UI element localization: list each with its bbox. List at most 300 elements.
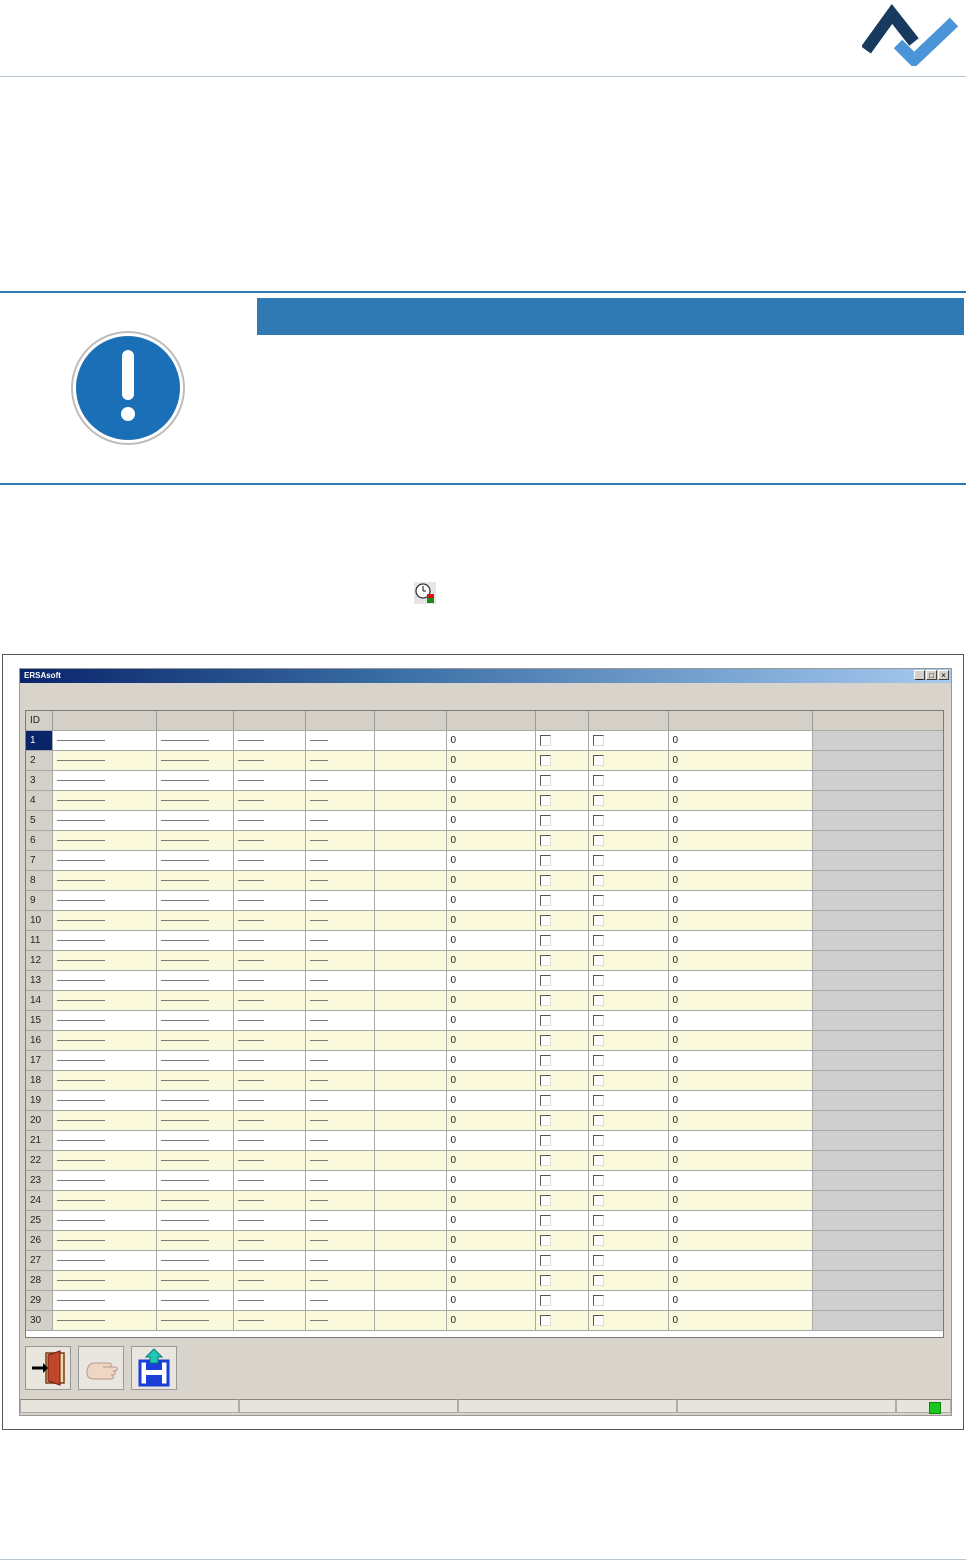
checkbox[interactable]	[593, 1255, 604, 1266]
grid-cell-checkbox[interactable]	[588, 851, 668, 871]
row-id[interactable]: 11	[26, 931, 52, 951]
grid-cell-number[interactable]: 0	[668, 731, 812, 751]
checkbox[interactable]	[540, 1095, 551, 1106]
grid-cell[interactable]	[374, 1151, 446, 1171]
exit-button[interactable]	[25, 1346, 71, 1390]
grid-cell[interactable]	[156, 1231, 233, 1251]
grid-cell-checkbox[interactable]	[588, 751, 668, 771]
checkbox[interactable]	[540, 835, 551, 846]
column-header[interactable]	[668, 711, 812, 731]
minimize-button[interactable]: _	[914, 670, 925, 680]
grid-cell[interactable]	[156, 1091, 233, 1111]
table-row[interactable]	[26, 991, 943, 1011]
grid-cell-number[interactable]: 0	[446, 871, 535, 891]
checkbox[interactable]	[593, 1135, 604, 1146]
grid-cell[interactable]	[305, 791, 374, 811]
grid-cell[interactable]	[374, 1231, 446, 1251]
grid-cell[interactable]	[52, 751, 156, 771]
grid-cell[interactable]	[52, 1291, 156, 1311]
grid-cell[interactable]	[156, 991, 233, 1011]
grid-cell-number[interactable]: 0	[446, 1271, 535, 1291]
column-header[interactable]	[588, 711, 668, 731]
grid-cell-checkbox[interactable]	[535, 971, 588, 991]
grid-cell-number[interactable]: 0	[446, 1111, 535, 1131]
grid-cell-checkbox[interactable]	[588, 1291, 668, 1311]
grid-cell-number[interactable]: 0	[446, 791, 535, 811]
grid-cell[interactable]	[52, 1131, 156, 1151]
table-row[interactable]	[26, 1111, 943, 1131]
grid-cell-checkbox[interactable]	[588, 1171, 668, 1191]
grid-cell-checkbox[interactable]	[535, 1311, 588, 1331]
row-id[interactable]: 26	[26, 1231, 52, 1251]
grid-cell[interactable]	[233, 1011, 305, 1031]
grid-cell-number[interactable]: 0	[668, 1311, 812, 1331]
row-id[interactable]: 9	[26, 891, 52, 911]
grid-cell[interactable]	[52, 1171, 156, 1191]
grid-cell-number[interactable]: 0	[446, 911, 535, 931]
grid-cell[interactable]	[233, 771, 305, 791]
checkbox[interactable]	[540, 1175, 551, 1186]
row-id[interactable]: 18	[26, 1071, 52, 1091]
grid-cell[interactable]	[374, 1251, 446, 1271]
checkbox[interactable]	[540, 735, 551, 746]
table-row[interactable]	[26, 971, 943, 991]
table-row[interactable]	[26, 771, 943, 791]
grid-cell[interactable]	[233, 811, 305, 831]
grid-cell[interactable]	[374, 1171, 446, 1191]
grid-cell-checkbox[interactable]	[588, 931, 668, 951]
grid-cell-number[interactable]: 0	[668, 911, 812, 931]
grid-cell-number[interactable]: 0	[668, 811, 812, 831]
grid-cell[interactable]	[305, 731, 374, 751]
table-row[interactable]	[26, 731, 943, 751]
grid-cell[interactable]	[52, 911, 156, 931]
grid-cell-number[interactable]: 0	[446, 751, 535, 771]
grid-cell-checkbox[interactable]	[588, 1271, 668, 1291]
grid-cell[interactable]	[305, 1271, 374, 1291]
grid-cell-number[interactable]: 0	[446, 991, 535, 1011]
checkbox[interactable]	[593, 895, 604, 906]
save-button[interactable]	[131, 1346, 177, 1390]
grid-cell[interactable]	[374, 991, 446, 1011]
column-header[interactable]	[374, 711, 446, 731]
checkbox[interactable]	[540, 1235, 551, 1246]
checkbox[interactable]	[540, 935, 551, 946]
grid-cell-checkbox[interactable]	[588, 1131, 668, 1151]
grid-cell-number[interactable]: 0	[446, 1311, 535, 1331]
grid-cell[interactable]	[233, 1151, 305, 1171]
grid-cell[interactable]	[305, 1031, 374, 1051]
grid-cell[interactable]	[52, 791, 156, 811]
grid-cell-checkbox[interactable]	[588, 791, 668, 811]
checkbox[interactable]	[593, 1175, 604, 1186]
grid-cell[interactable]	[233, 791, 305, 811]
table-row[interactable]	[26, 1031, 943, 1051]
grid-cell-number[interactable]: 0	[668, 1071, 812, 1091]
checkbox[interactable]	[593, 1215, 604, 1226]
column-header-id[interactable]: ID	[26, 711, 52, 731]
grid-cell-number[interactable]: 0	[668, 771, 812, 791]
grid-cell-checkbox[interactable]	[535, 1171, 588, 1191]
row-id[interactable]: 27	[26, 1251, 52, 1271]
grid-cell-checkbox[interactable]	[535, 1011, 588, 1031]
grid-cell-number[interactable]: 0	[446, 811, 535, 831]
grid-cell-checkbox[interactable]	[535, 1151, 588, 1171]
row-id[interactable]: 16	[26, 1031, 52, 1051]
grid-cell[interactable]	[156, 1311, 233, 1331]
row-id[interactable]: 4	[26, 791, 52, 811]
grid-cell-number[interactable]: 0	[446, 1091, 535, 1111]
grid-cell-checkbox[interactable]	[535, 1131, 588, 1151]
grid-cell-checkbox[interactable]	[535, 991, 588, 1011]
grid-cell[interactable]	[156, 751, 233, 771]
grid-cell[interactable]	[156, 1151, 233, 1171]
table-row[interactable]	[26, 1251, 943, 1271]
grid-cell-number[interactable]: 0	[668, 1291, 812, 1311]
grid-cell[interactable]	[374, 951, 446, 971]
checkbox[interactable]	[540, 1295, 551, 1306]
grid-cell[interactable]	[305, 1131, 374, 1151]
grid-cell-number[interactable]: 0	[668, 1131, 812, 1151]
checkbox[interactable]	[540, 795, 551, 806]
row-id[interactable]: 17	[26, 1051, 52, 1071]
grid-cell[interactable]	[233, 951, 305, 971]
row-id[interactable]: 5	[26, 811, 52, 831]
grid-cell-checkbox[interactable]	[535, 791, 588, 811]
grid-cell[interactable]	[374, 1271, 446, 1291]
checkbox[interactable]	[593, 1055, 604, 1066]
grid-cell[interactable]	[156, 1131, 233, 1151]
grid-cell-number[interactable]: 0	[668, 1051, 812, 1071]
table-row[interactable]	[26, 1011, 943, 1031]
grid-cell[interactable]	[52, 1151, 156, 1171]
grid-cell-number[interactable]: 0	[668, 991, 812, 1011]
checkbox[interactable]	[540, 855, 551, 866]
grid-cell[interactable]	[233, 1131, 305, 1151]
grid-cell-number[interactable]: 0	[668, 1091, 812, 1111]
grid-cell[interactable]	[305, 891, 374, 911]
grid-cell[interactable]	[233, 871, 305, 891]
grid-cell[interactable]	[52, 991, 156, 1011]
checkbox[interactable]	[540, 1275, 551, 1286]
table-row[interactable]	[26, 1211, 943, 1231]
grid-cell-checkbox[interactable]	[535, 1191, 588, 1211]
grid-cell[interactable]	[156, 791, 233, 811]
grid-cell-number[interactable]: 0	[668, 1251, 812, 1271]
grid-cell[interactable]	[374, 1011, 446, 1031]
checkbox[interactable]	[593, 1015, 604, 1026]
grid-cell[interactable]	[374, 1111, 446, 1131]
grid-cell[interactable]	[305, 811, 374, 831]
grid-cell[interactable]	[374, 871, 446, 891]
grid-cell-checkbox[interactable]	[535, 931, 588, 951]
confirm-button[interactable]	[78, 1346, 124, 1390]
column-header[interactable]	[233, 711, 305, 731]
grid-cell[interactable]	[52, 1051, 156, 1071]
grid-cell-number[interactable]: 0	[446, 891, 535, 911]
grid-cell[interactable]	[233, 1111, 305, 1131]
grid-cell-number[interactable]: 0	[668, 1111, 812, 1131]
grid-cell[interactable]	[156, 851, 233, 871]
grid-cell-checkbox[interactable]	[588, 871, 668, 891]
grid-cell[interactable]	[305, 1311, 374, 1331]
grid-cell[interactable]	[305, 1011, 374, 1031]
grid-cell[interactable]	[233, 831, 305, 851]
grid-cell-number[interactable]: 0	[668, 1011, 812, 1031]
checkbox[interactable]	[540, 755, 551, 766]
grid-cell[interactable]	[374, 1051, 446, 1071]
grid-cell[interactable]	[305, 1211, 374, 1231]
grid-cell[interactable]	[52, 891, 156, 911]
table-row[interactable]	[26, 1171, 943, 1191]
grid-cell-checkbox[interactable]	[588, 1111, 668, 1131]
checkbox[interactable]	[540, 1135, 551, 1146]
grid-cell-number[interactable]: 0	[446, 1231, 535, 1251]
grid-cell[interactable]	[305, 1251, 374, 1271]
grid-cell-checkbox[interactable]	[535, 891, 588, 911]
table-row[interactable]	[26, 1131, 943, 1151]
checkbox[interactable]	[593, 875, 604, 886]
checkbox[interactable]	[593, 795, 604, 806]
grid-cell-number[interactable]: 0	[446, 1131, 535, 1151]
grid-cell-number[interactable]: 0	[446, 1031, 535, 1051]
column-header[interactable]	[52, 711, 156, 731]
grid-cell[interactable]	[233, 911, 305, 931]
grid-cell[interactable]	[305, 751, 374, 771]
checkbox[interactable]	[593, 1115, 604, 1126]
grid-cell-checkbox[interactable]	[588, 1071, 668, 1091]
row-id[interactable]: 28	[26, 1271, 52, 1291]
grid-cell[interactable]	[374, 771, 446, 791]
grid-cell-checkbox[interactable]	[588, 971, 668, 991]
grid-cell[interactable]	[233, 1051, 305, 1071]
grid-cell-number[interactable]: 0	[446, 851, 535, 871]
grid-cell[interactable]	[374, 891, 446, 911]
grid-cell-checkbox[interactable]	[535, 1211, 588, 1231]
checkbox[interactable]	[593, 735, 604, 746]
table-row[interactable]	[26, 831, 943, 851]
column-header[interactable]	[446, 711, 535, 731]
grid-cell[interactable]	[156, 891, 233, 911]
grid-cell-checkbox[interactable]	[535, 1231, 588, 1251]
grid-cell[interactable]	[52, 1091, 156, 1111]
grid-cell-number[interactable]: 0	[668, 851, 812, 871]
grid-cell[interactable]	[156, 811, 233, 831]
checkbox[interactable]	[593, 1075, 604, 1086]
grid-cell-checkbox[interactable]	[535, 1111, 588, 1131]
grid-cell-number[interactable]: 0	[668, 1171, 812, 1191]
grid-cell-checkbox[interactable]	[588, 1011, 668, 1031]
table-row[interactable]	[26, 1231, 943, 1251]
grid-cell-number[interactable]: 0	[446, 1011, 535, 1031]
grid-cell-checkbox[interactable]	[588, 1051, 668, 1071]
checkbox[interactable]	[593, 855, 604, 866]
grid-cell-checkbox[interactable]	[588, 731, 668, 751]
checkbox[interactable]	[593, 955, 604, 966]
grid-cell-number[interactable]: 0	[668, 831, 812, 851]
grid-cell-number[interactable]: 0	[446, 771, 535, 791]
grid-cell[interactable]	[156, 871, 233, 891]
grid-cell[interactable]	[305, 1071, 374, 1091]
grid-cell-checkbox[interactable]	[588, 1151, 668, 1171]
table-row[interactable]	[26, 811, 943, 831]
grid-cell-number[interactable]: 0	[446, 1171, 535, 1191]
grid-cell[interactable]	[52, 1311, 156, 1331]
grid-cell-number[interactable]: 0	[446, 951, 535, 971]
row-id[interactable]: 20	[26, 1111, 52, 1131]
table-row[interactable]	[26, 931, 943, 951]
grid-cell[interactable]	[305, 831, 374, 851]
grid-cell[interactable]	[52, 731, 156, 751]
grid-cell[interactable]	[374, 751, 446, 771]
grid-cell-number[interactable]: 0	[446, 1151, 535, 1171]
grid-cell[interactable]	[305, 871, 374, 891]
table-row[interactable]	[26, 1071, 943, 1091]
grid-cell[interactable]	[52, 1111, 156, 1131]
row-id[interactable]: 29	[26, 1291, 52, 1311]
grid-cell-number[interactable]: 0	[668, 1231, 812, 1251]
grid-cell[interactable]	[233, 971, 305, 991]
grid-cell[interactable]	[52, 1231, 156, 1251]
grid-cell[interactable]	[233, 851, 305, 871]
grid-cell[interactable]	[156, 911, 233, 931]
checkbox[interactable]	[593, 755, 604, 766]
grid-cell[interactable]	[233, 1291, 305, 1311]
checkbox[interactable]	[593, 835, 604, 846]
grid-cell[interactable]	[52, 1191, 156, 1211]
grid-cell[interactable]	[233, 1091, 305, 1111]
grid-cell-number[interactable]: 0	[446, 1251, 535, 1271]
grid-cell[interactable]	[156, 831, 233, 851]
grid-cell-number[interactable]: 0	[668, 871, 812, 891]
grid-cell[interactable]	[156, 1251, 233, 1271]
column-header[interactable]	[812, 711, 943, 731]
grid-cell-number[interactable]: 0	[446, 1071, 535, 1091]
row-id[interactable]: 1	[26, 731, 52, 751]
checkbox[interactable]	[593, 975, 604, 986]
grid-cell-checkbox[interactable]	[588, 1031, 668, 1051]
checkbox[interactable]	[540, 995, 551, 1006]
grid-cell[interactable]	[233, 1231, 305, 1251]
grid-cell[interactable]	[374, 831, 446, 851]
grid-cell[interactable]	[374, 1191, 446, 1211]
table-row[interactable]	[26, 1291, 943, 1311]
checkbox[interactable]	[593, 1195, 604, 1206]
grid-cell-checkbox[interactable]	[588, 1191, 668, 1211]
grid-cell-number[interactable]: 0	[668, 931, 812, 951]
grid-cell[interactable]	[374, 1091, 446, 1111]
grid-cell-checkbox[interactable]	[535, 771, 588, 791]
row-id[interactable]: 8	[26, 871, 52, 891]
grid-cell-number[interactable]: 0	[668, 971, 812, 991]
checkbox[interactable]	[540, 1155, 551, 1166]
column-header[interactable]	[305, 711, 374, 731]
table-row[interactable]	[26, 1051, 943, 1071]
grid-cell[interactable]	[156, 931, 233, 951]
grid-cell[interactable]	[305, 1191, 374, 1211]
grid-cell[interactable]	[305, 851, 374, 871]
row-id[interactable]: 30	[26, 1311, 52, 1331]
grid-cell-checkbox[interactable]	[535, 811, 588, 831]
grid-cell-checkbox[interactable]	[588, 771, 668, 791]
grid-cell-checkbox[interactable]	[588, 951, 668, 971]
grid-cell[interactable]	[233, 751, 305, 771]
row-id[interactable]: 7	[26, 851, 52, 871]
grid-cell-checkbox[interactable]	[588, 831, 668, 851]
grid-cell[interactable]	[52, 1271, 156, 1291]
row-id[interactable]: 21	[26, 1131, 52, 1151]
grid-cell[interactable]	[305, 1151, 374, 1171]
grid-cell-number[interactable]: 0	[446, 971, 535, 991]
close-button[interactable]: ×	[938, 670, 949, 680]
checkbox[interactable]	[593, 915, 604, 926]
row-id[interactable]: 10	[26, 911, 52, 931]
grid-cell[interactable]	[156, 951, 233, 971]
grid-cell[interactable]	[374, 1031, 446, 1051]
grid-cell[interactable]	[374, 1071, 446, 1091]
grid-cell-checkbox[interactable]	[535, 1071, 588, 1091]
grid-cell[interactable]	[233, 1271, 305, 1291]
grid-cell-number[interactable]: 0	[446, 831, 535, 851]
checkbox[interactable]	[593, 1035, 604, 1046]
checkbox[interactable]	[540, 1195, 551, 1206]
checkbox[interactable]	[540, 1055, 551, 1066]
grid-cell[interactable]	[52, 771, 156, 791]
checkbox[interactable]	[593, 1095, 604, 1106]
grid-cell-checkbox[interactable]	[535, 1091, 588, 1111]
checkbox[interactable]	[540, 875, 551, 886]
table-row[interactable]	[26, 791, 943, 811]
grid-cell-number[interactable]: 0	[446, 731, 535, 751]
checkbox[interactable]	[540, 1035, 551, 1046]
grid-cell[interactable]	[305, 1171, 374, 1191]
grid-cell[interactable]	[156, 1051, 233, 1071]
grid-cell[interactable]	[374, 851, 446, 871]
table-row[interactable]	[26, 1091, 943, 1111]
grid-cell[interactable]	[233, 1251, 305, 1271]
grid-cell-checkbox[interactable]	[588, 1211, 668, 1231]
row-id[interactable]: 24	[26, 1191, 52, 1211]
grid-cell[interactable]	[52, 1031, 156, 1051]
checkbox[interactable]	[540, 1315, 551, 1326]
grid-cell[interactable]	[156, 771, 233, 791]
grid-cell-checkbox[interactable]	[588, 891, 668, 911]
grid-cell-checkbox[interactable]	[588, 1251, 668, 1271]
row-id[interactable]: 12	[26, 951, 52, 971]
checkbox[interactable]	[540, 1255, 551, 1266]
checkbox[interactable]	[593, 935, 604, 946]
grid-cell-checkbox[interactable]	[535, 1291, 588, 1311]
column-header[interactable]	[156, 711, 233, 731]
grid-cell[interactable]	[52, 811, 156, 831]
grid-cell[interactable]	[305, 1291, 374, 1311]
grid-cell[interactable]	[374, 791, 446, 811]
grid-cell[interactable]	[156, 1211, 233, 1231]
grid-cell[interactable]	[233, 1211, 305, 1231]
column-header[interactable]	[535, 711, 588, 731]
grid-cell[interactable]	[52, 871, 156, 891]
grid-cell[interactable]	[374, 1211, 446, 1231]
grid-cell-checkbox[interactable]	[588, 1091, 668, 1111]
grid-cell[interactable]	[156, 731, 233, 751]
row-id[interactable]: 23	[26, 1171, 52, 1191]
grid-cell-checkbox[interactable]	[535, 851, 588, 871]
grid-cell[interactable]	[52, 971, 156, 991]
grid-cell-checkbox[interactable]	[588, 911, 668, 931]
grid-cell[interactable]	[156, 971, 233, 991]
grid-cell[interactable]	[305, 911, 374, 931]
grid-cell[interactable]	[52, 1011, 156, 1031]
